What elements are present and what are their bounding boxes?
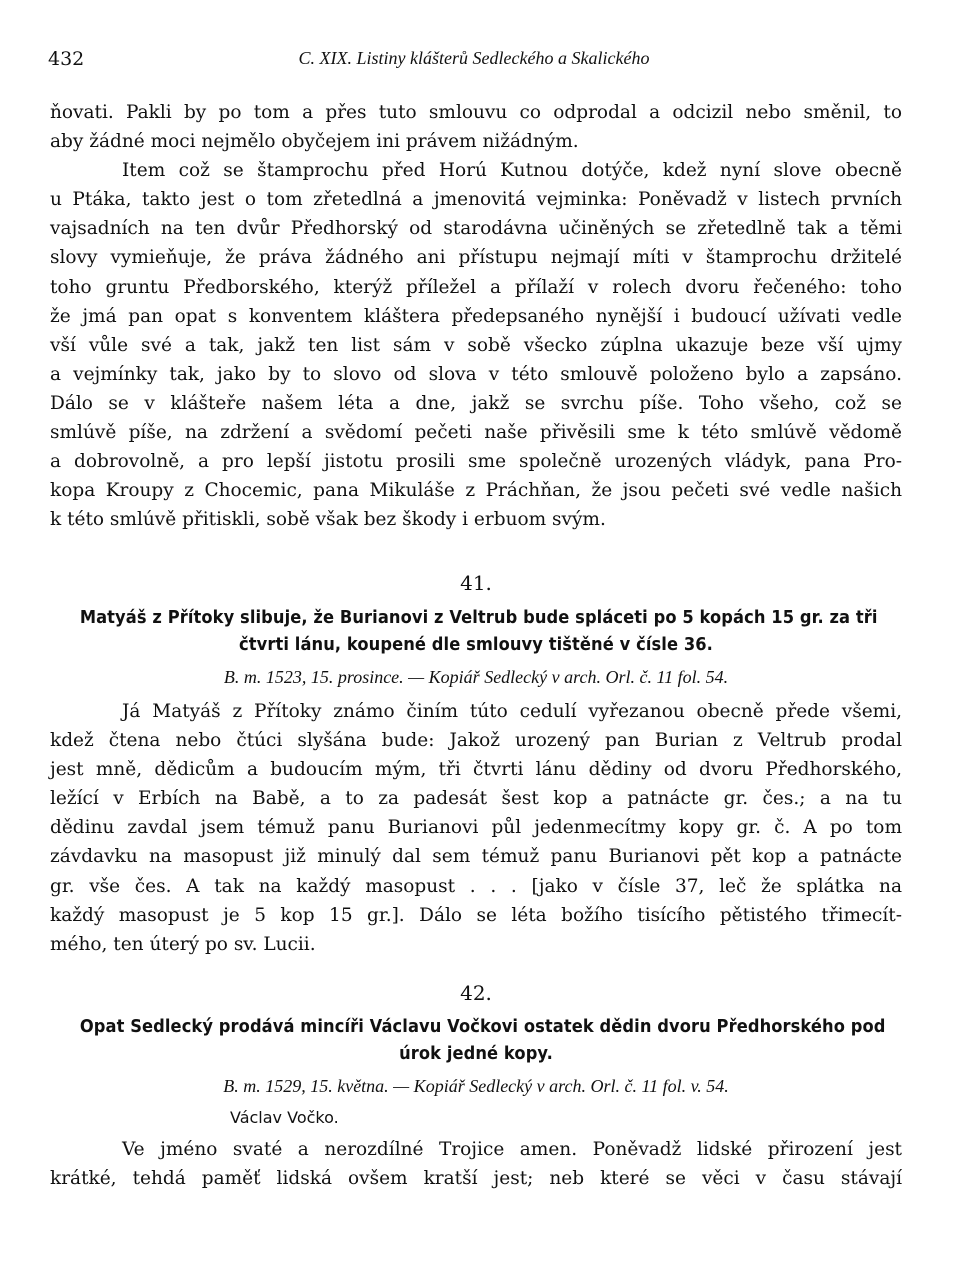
text-line: vajsadních na ten dvůr Předhorský od starodávna učiněných se zřetedlně tak a těmi <box>50 218 902 240</box>
text-line: že jmá pan opat s konventem kláštera předepsaného nynější i budoucí užívati vedle <box>50 305 902 327</box>
document-heading-line: Matyáš z Přítoky slibuje, že Burianovi z Veltrub bude spláceti po 5 kopách 15 gr. za tři <box>79 608 878 628</box>
text-line: Já Matyáš z Přítoky známo činím túto cedulí vyřezanou obecně přede všemi, <box>122 701 902 722</box>
section-continuation <box>50 98 902 534</box>
document-42 <box>50 976 902 1010</box>
text-line: dědinu zavdal jsem témuž panu Burianovi půl jedenmecítmy kopy gr. č. A po tom <box>50 817 902 839</box>
source-citation: B. m. 1529, 15. května. — Kopiář Sedlecký v arch. Orl. č. 11 fol. v. 54. <box>223 1076 729 1096</box>
document-42-source <box>50 1071 902 1101</box>
document-number: 42. <box>460 981 492 1005</box>
text-line: gr. vše čes. A tak na každý masopust . . . [jako v čísle 37, leč že splátka na <box>50 875 902 897</box>
text-line: a dobrovolně, a pro lepší jistotu prosili sme společně urozených vládyk, pana Pro- <box>50 451 902 473</box>
signature-name: Václav Vočko. <box>230 1108 339 1127</box>
text-line: ležící v Erbích na Babě, a to za padesát šest kop a patnácte gr. čes.; a na tu <box>50 788 902 810</box>
document-41-heading <box>50 605 902 659</box>
text-line: mého, ten úterý po sv. Lucii. <box>50 933 316 955</box>
page-number: 432 <box>48 48 85 70</box>
text-line: ňovati. Pakli by po tom a přes tuto smlouvu co odprodal a odcizil nebo směnil, to <box>50 102 902 123</box>
text-line: kdež čtena nebo čtúci slyšána bude: Jakož urozený pan Burian z Veltrub prodal <box>50 730 902 752</box>
text-line: a vejmínky tak, jako by to slovo od slova v této smlouvě položeno bylo a zapsáno. <box>50 363 902 385</box>
running-header <box>48 48 900 74</box>
document-41-text <box>50 697 902 959</box>
document-heading-line: Opat Sedlecký prodává mincíři Václavu Vočkovi ostatek dědin dvoru Předhorského pod <box>79 1017 886 1037</box>
text-line: krátké, tehdá paměť lidská ovšem kratší jest; neb které se věci v času stávají <box>50 1168 902 1190</box>
text-line: Dálo se v klášteře našem léta a dne, jakž se svrchu píše. Toho všeho, což se <box>50 392 902 414</box>
document-heading-line: čtvrti lánu, koupené dle smlouvy tištěné v čísle 36. <box>239 635 713 655</box>
text-line: Item což se štamprochu před Horú Kutnou dotýče, kdež nyní slove obecně <box>122 160 902 182</box>
document-number: 41. <box>460 571 492 595</box>
document-42-heading <box>50 1014 902 1068</box>
text-line: vší vůle své a tak, jakž ten list sám v sobě všecko zúplna ukazuje beze vší ujmy <box>50 334 902 356</box>
text-line: u Ptáka, takto jest o tom zřetedlná a jmenovitá vejminka: Poněvadž v listech prvních <box>50 189 902 211</box>
text-line: závdavku na masopust již minulý dal sem témuž panu Burianovi pět kop a patnácte <box>50 846 902 868</box>
document-41-source <box>50 662 902 692</box>
text-line: každý masopust je 5 kop 15 gr.]. Dálo se léta božího tisícího pětistého třimecít- <box>50 904 902 926</box>
document-42-text <box>50 1135 902 1193</box>
text-line: smlúvě píše, na zdržení a svědomí pečeti naše přivěsili sme k této smlúvě vědomě <box>50 422 902 444</box>
document-41 <box>50 566 902 600</box>
source-citation: B. m. 1523, 15. prosince. — Kopiář Sedlecký v arch. Orl. č. 11 fol. 54. <box>223 667 729 687</box>
running-title: C. XIX. Listiny klášterů Sedleckého a Skalického <box>298 48 650 68</box>
text-line: toho gruntu Předborského, kterýž příležel a přílaží v rolech dvoru řečeného: toho <box>50 276 902 298</box>
text-line: Ve jméno svaté a nerozdílné Trojice amen. Poněvadž lidské přirození jest <box>122 1139 902 1160</box>
text-line: jest mně, dědicům a budoucím mým, tři čtvrti lánu dědiny od dvoru Předhorského, <box>50 759 902 781</box>
text-line: slovy vymieňuje, že práva žádného ani přístupu nejmají míti v štamprochu držitelé <box>50 247 902 269</box>
text-line: aby žádné moci nejmělo obyčejem ini právem nižádným. <box>50 131 579 153</box>
document-42-signature <box>50 1104 902 1132</box>
text-line: kopa Kroupy z Chocemic, pana Mikuláše z Práchňan, že jsou pečeti své vedle našich <box>50 480 902 502</box>
text-line: k této smlúvě přitiskli, sobě však bez škody i erbuom svým. <box>50 509 606 531</box>
document-heading-line: úrok jedné kopy. <box>399 1044 553 1064</box>
